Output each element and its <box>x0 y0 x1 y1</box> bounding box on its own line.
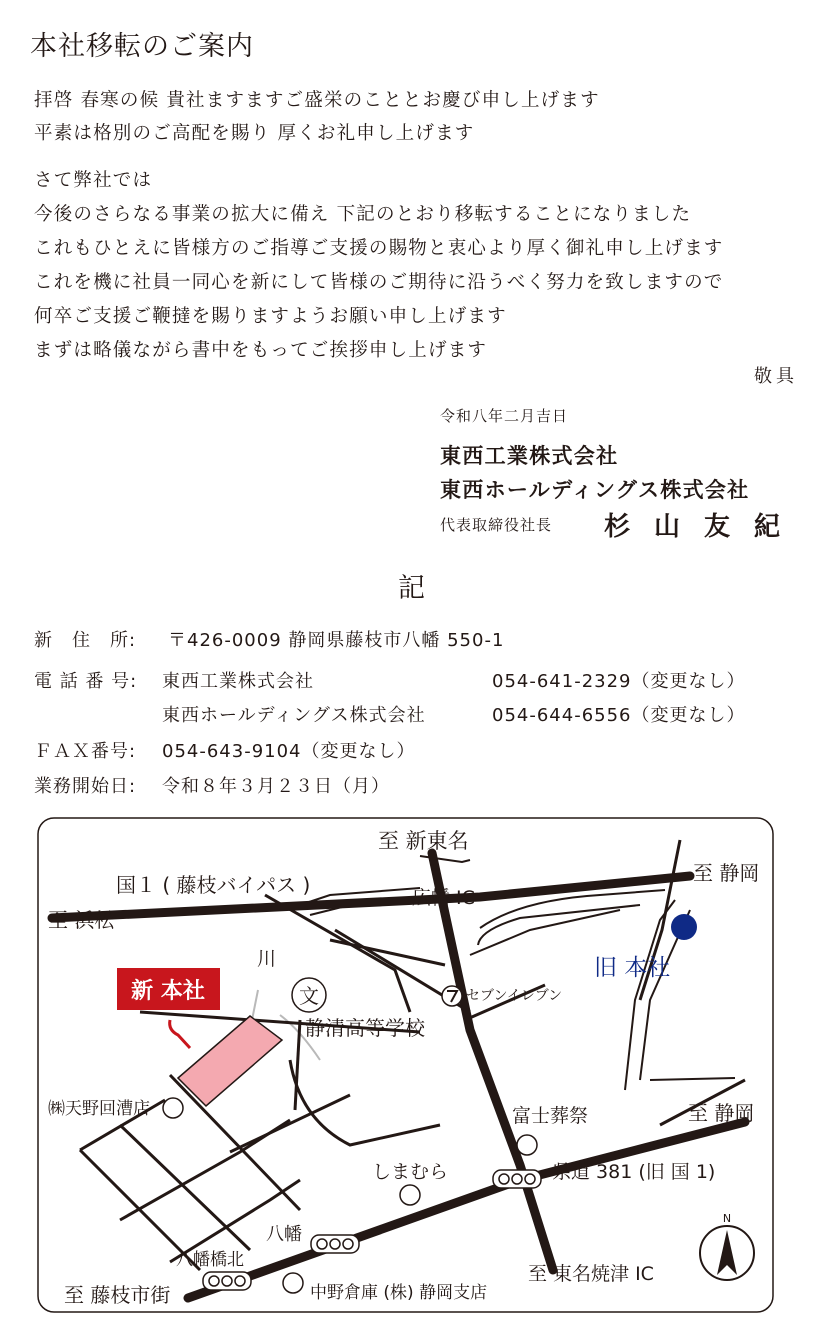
old-hq-marker <box>671 914 697 940</box>
label-seven-eleven: セブンイレブン <box>466 988 563 1004</box>
convenience-store-icon <box>442 986 462 1006</box>
traffic-signal-icon <box>311 1235 359 1253</box>
label-to-hamamatsu: 至 浜松 <box>48 908 115 932</box>
fuji-marker <box>517 1135 537 1155</box>
phone2-company: 東西ホールディングス株式会社 <box>162 705 426 726</box>
address-value: 〒426-0009 静岡県藤枝市八幡 550-1 <box>168 630 505 651</box>
phone2-number: 054-644-6556（変更なし） <box>492 705 746 726</box>
label-kendo: 県道 381 (旧 国 1) <box>552 1161 716 1183</box>
shin-tomei-ramp <box>420 856 470 862</box>
label-to-fujieda: 至 藤枝市街 <box>64 1283 171 1307</box>
letter-line: 何卒ご支援ご鞭撻を賜りますようお願い申し上げます <box>34 306 507 327</box>
new-hq-arrow <box>170 1020 190 1048</box>
fax-label: ＦＡＸ番号: <box>34 741 137 762</box>
label-to-tomei-yaizu: 至 東名焼津 IC <box>528 1263 654 1285</box>
address-label: 新 住 所: <box>34 630 137 651</box>
letter-line: 拝啓 春寒の候 貴社ますますご盛栄のこととお慶び申し上げます <box>34 90 600 111</box>
label-nakano: 中野倉庫 (株) 静岡支店 <box>310 1283 488 1303</box>
label-river: 川 <box>257 948 277 970</box>
representative-name: 杉山友紀 <box>604 512 805 542</box>
label-shin-tomei: 至 新東名 <box>378 829 469 853</box>
letter-line: まずは略儀ながら書中をもってご挨拶申し上げます <box>34 340 488 361</box>
new-hq-label: 新 本社 <box>131 979 205 1004</box>
letter-line: これもひとえに皆様方のご指導ご支援の賜物と衷心より厚く御礼申し上げます <box>34 238 724 259</box>
label-hiroshima-ic: 広幡 IC <box>412 887 475 909</box>
representative-title: 代表取締役社長 <box>440 516 553 534</box>
start-date-value: 令和８年３月２３日（月） <box>162 776 390 797</box>
phone1-company: 東西工業株式会社 <box>162 671 314 692</box>
label-amano: ㈱天野回漕店 <box>48 1099 150 1119</box>
local-roads <box>80 895 545 1270</box>
label-yawata: 八幡 <box>266 1224 302 1245</box>
letter-line: これを機に社員一同心を新にして皆様のご期待に沿うべく努力を致しますので <box>34 272 724 293</box>
letter-line: 平素は格別のご高配を賜り 厚くお礼申し上げます <box>34 123 475 144</box>
closing-word: 敬具 <box>754 366 798 387</box>
company-name-2: 東西ホールディングス株式会社 <box>440 478 750 502</box>
traffic-signal-icon <box>203 1272 251 1290</box>
ki-heading: 記 <box>398 573 425 604</box>
page-title: 本社移転のご案内 <box>30 31 254 62</box>
north-compass-icon <box>700 1226 754 1280</box>
shimamura-marker <box>400 1185 420 1205</box>
letter-line: 今後のさらなる事業の拡大に備え 下記のとおり移転することになりました <box>34 204 692 225</box>
school-symbol: 文 <box>299 984 319 1008</box>
label-to-shizuoka-top: 至 静岡 <box>693 861 760 885</box>
phone1-number: 054-641-2329（変更なし） <box>492 671 746 692</box>
amano-marker <box>163 1098 183 1118</box>
label-shimamura: しまむら <box>372 1161 449 1183</box>
label-yawatabashi: 八幡橋北 <box>176 1250 244 1270</box>
label-to-shizuoka-right: 至 静岡 <box>688 1101 755 1125</box>
nakano-marker <box>283 1273 303 1293</box>
start-date-label: 業務開始日: <box>34 776 137 797</box>
traffic-signal-icon <box>493 1170 541 1188</box>
letter-date: 令和八年二月吉日 <box>440 407 569 425</box>
old-hq-label: 旧 本社 <box>594 955 671 981</box>
letter-line: さて弊社では <box>34 170 153 191</box>
fax-value: 054-643-9104（変更なし） <box>162 741 416 762</box>
new-hq-building <box>178 1016 282 1106</box>
label-route1: 国１ ( 藤枝バイパス ) <box>116 873 311 897</box>
company-name-1: 東西工業株式会社 <box>440 444 619 468</box>
label-school: 静清高等学校 <box>305 1016 425 1040</box>
phone-label: 電 話 番 号: <box>34 671 138 692</box>
label-fuji-funeral: 富士葬祭 <box>512 1105 589 1127</box>
north-label: N <box>722 1212 732 1225</box>
